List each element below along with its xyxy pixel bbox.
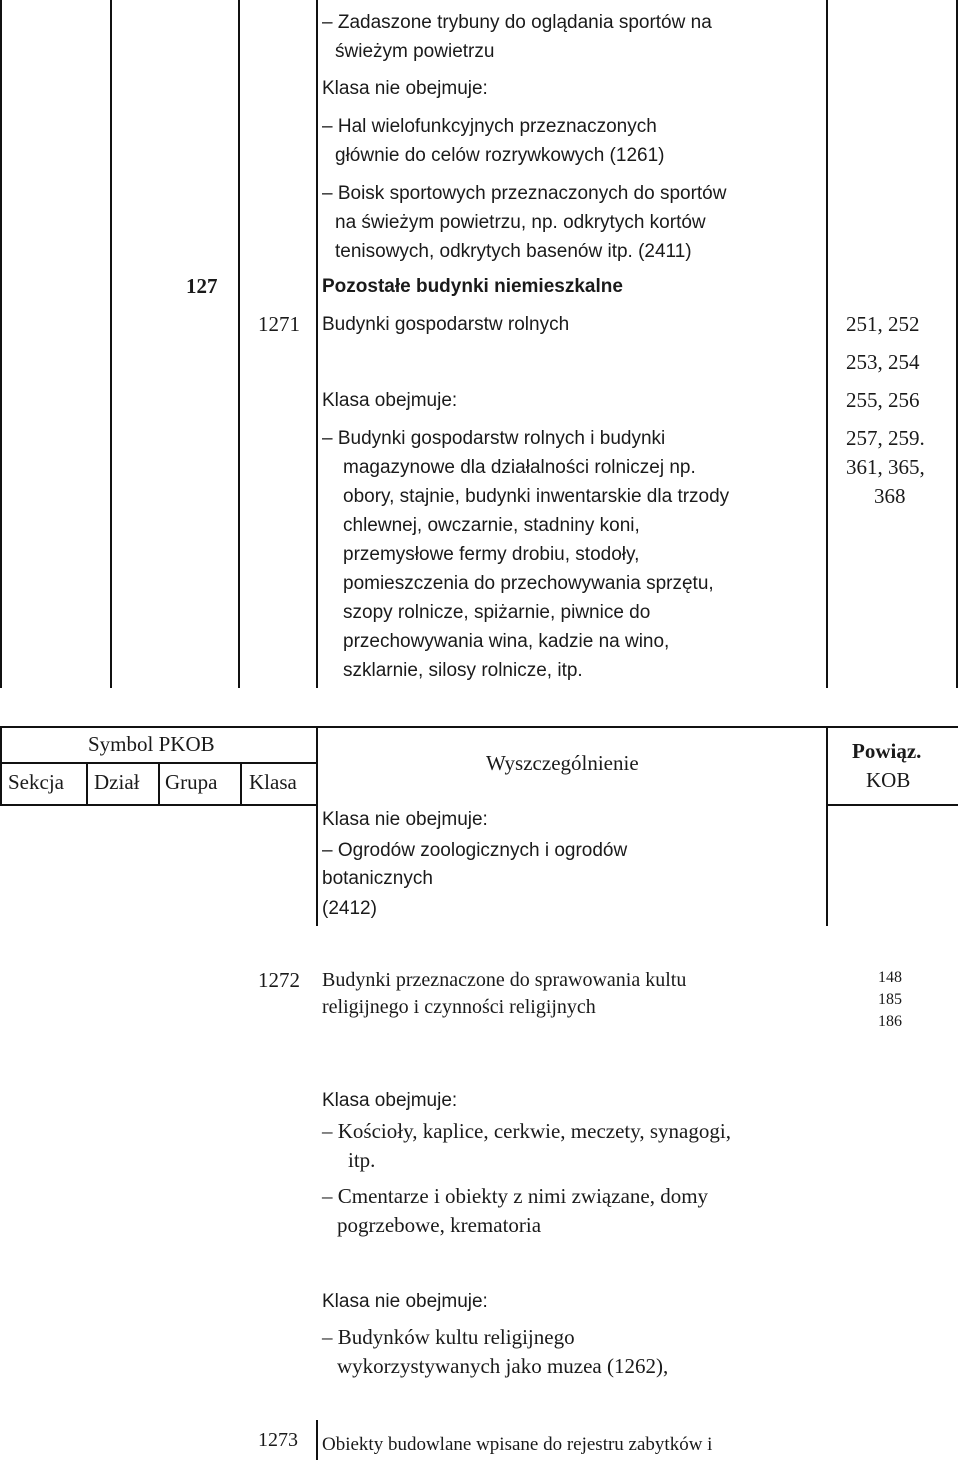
desc-line: świeżym powietrzu (335, 41, 495, 62)
exclusion-item: (2412) (322, 898, 377, 919)
exclusion-item: – Ogrodów zoologicznych i ogrodów (322, 840, 628, 861)
class-code: 1271 (258, 312, 300, 336)
col-divider (86, 762, 88, 806)
exclusion-item: głównie do celów rozrywkowych (1261) (335, 145, 665, 166)
inclusion-line: przemysłowe fermy drobiu, stodoły, (343, 544, 640, 565)
header-top-border (0, 726, 958, 728)
kob-number: 361, 365, (846, 455, 925, 479)
inclusion-line: obory, stajnie, budynki inwentarskie dla trzody (343, 486, 730, 507)
col-divider (316, 726, 318, 926)
inclusion-line: przechowywania wina, kadzie na wino, (343, 631, 670, 652)
inclusion-line: magazynowe dla działalności rolniczej np. (343, 457, 696, 478)
exclusion-item: botanicznych (322, 868, 433, 889)
col-divider (826, 0, 828, 688)
class-name: Budynki przeznaczone do sprawowania kultu (322, 969, 687, 991)
header-col-sekcja: Sekcja (8, 770, 64, 794)
class-name: Budynki gospodarstw rolnych (322, 314, 570, 335)
kob-number: 185 (878, 991, 902, 1008)
inclusion-line: – Kościoły, kaplice, cerkwie, meczety, synagogi, (322, 1119, 731, 1143)
col-divider (240, 762, 242, 806)
kob-number: 255, 256 (846, 388, 920, 412)
header-col-grupa: Grupa (165, 770, 218, 794)
inclusion-line: chlewnej, owczarnie, stadniny koni, (343, 515, 640, 536)
inclusion-line: itp. (348, 1148, 376, 1172)
kob-number: 251, 252 (846, 312, 920, 336)
header-related: KOB (866, 768, 911, 792)
col-divider (238, 0, 240, 688)
desc-line: – Zadaszone trybuny do oglądania sportów na (322, 12, 712, 33)
header-col-dzial: Dział (94, 770, 140, 794)
inclusion-line: pogrzebowe, krematoria (337, 1213, 542, 1237)
col-divider (316, 0, 318, 688)
inclusion-line: – Cmentarze i obiekty z nimi związane, domy (322, 1184, 709, 1208)
group-code: 127 (186, 274, 218, 298)
header-col-klasa: Klasa (249, 770, 297, 794)
col-divider (316, 1420, 318, 1460)
header-bottom-border (826, 804, 958, 806)
exclusion-item: na świeżym powietrzu, np. odkrytych kortów (335, 212, 706, 233)
header-description: Wyszczególnienie (486, 751, 639, 775)
col-divider (956, 0, 958, 688)
col-divider (0, 726, 2, 806)
kob-number: 186 (878, 1013, 902, 1030)
inclusion-label: Klasa obejmuje: (322, 1090, 458, 1111)
class-name: religijnego i czynności religijnych (322, 996, 596, 1018)
exclusion-item: – Hal wielofunkcyjnych przeznaczonych (322, 116, 657, 137)
col-divider (110, 0, 112, 688)
kob-number: 257, 259. (846, 426, 925, 450)
exclusion-item: – Boisk sportowych przeznaczonych do sportów (322, 183, 727, 204)
class-code: 1272 (258, 968, 300, 992)
exclusion-item: wykorzystywanych jako muzea (1262), (337, 1354, 669, 1378)
col-divider (158, 762, 160, 806)
inclusion-line: szopy rolnicze, spiżarnie, piwnice do (343, 602, 651, 623)
kob-number: 148 (878, 969, 902, 986)
exclusion-label: Klasa nie obejmuje: (322, 78, 488, 99)
class-code: 1273 (258, 1429, 298, 1451)
col-divider (826, 726, 828, 926)
inclusion-line: – Budynki gospodarstw rolnych i budynki (322, 428, 666, 449)
exclusion-item: tenisowych, odkrytych basenów itp. (2411) (335, 241, 692, 262)
header-related: Powiąz. (852, 739, 922, 763)
exclusion-label: Klasa nie obejmuje: (322, 1291, 488, 1312)
exclusion-item: – Budynków kultu religijnego (322, 1325, 575, 1349)
inclusion-line: pomieszczenia do przechowywania sprzętu, (343, 573, 714, 594)
header-symbol-pkob: Symbol PKOB (88, 732, 215, 756)
group-name: Pozostałe budynki niemieszkalne (322, 276, 623, 297)
inclusion-line: szklarnie, silosy rolnicze, itp. (343, 660, 583, 681)
kob-number: 253, 254 (846, 350, 920, 374)
col-divider (0, 0, 2, 688)
class-name: Obiekty budowlane wpisane do rejestru zabytków i (322, 1434, 713, 1455)
exclusion-label: Klasa nie obejmuje: (322, 809, 488, 830)
inclusion-label: Klasa obejmuje: (322, 390, 458, 411)
kob-number: 368 (874, 484, 906, 508)
